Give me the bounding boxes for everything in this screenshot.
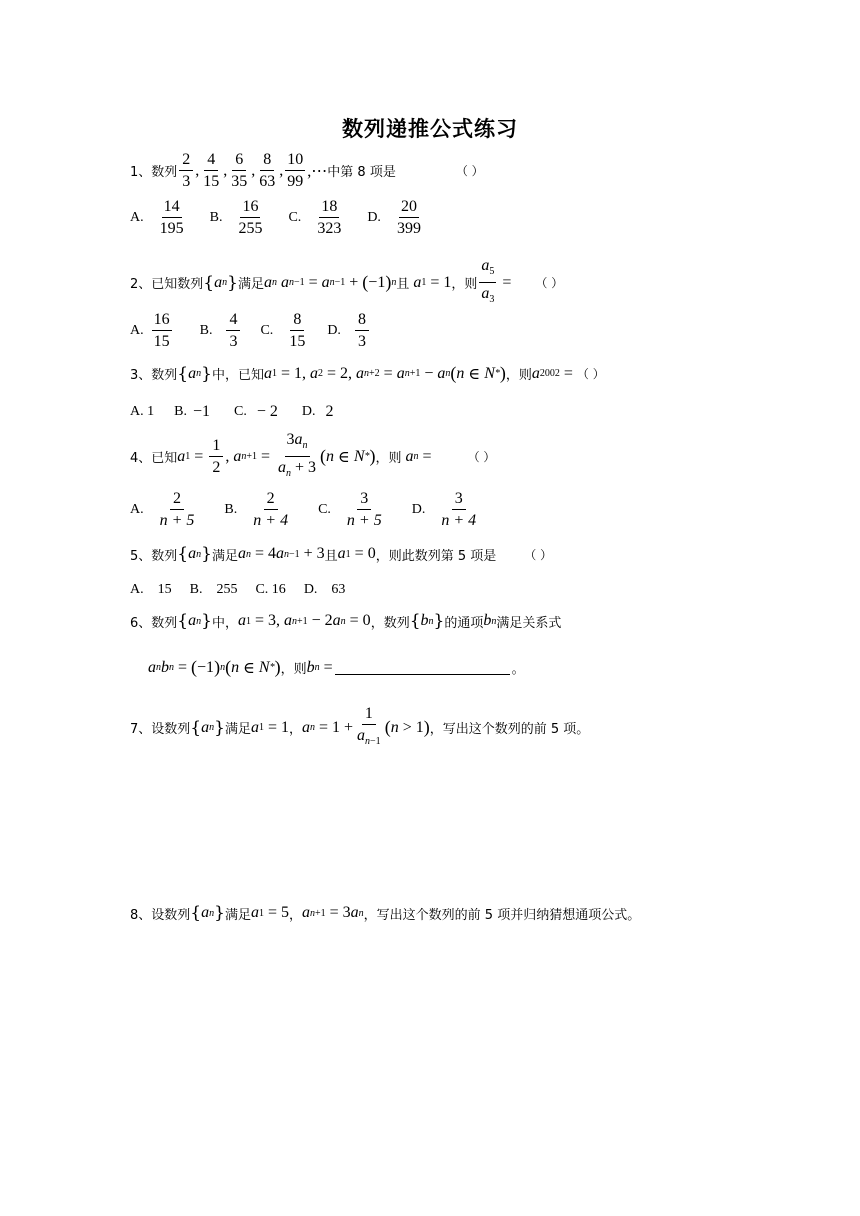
question-3-options: A. 1 B. −1 C. − 2 D. 2	[130, 403, 334, 420]
seq-term-2: $\frac{4}{15}$	[203, 151, 220, 190]
question-2-options: A. $\frac{16}{15}$ B. $\frac{4}{3}$ C. $\frac{8}{15}$ D. $\frac{8}{3}$	[130, 310, 371, 351]
question-4-options: A. $\frac{2}{n + 5}$ B. $\frac{2}{n + 4}$ C. $\frac{3}{n + 5}$ D. $\frac{3}{n + 4}$	[130, 490, 477, 529]
seq-term-4: $\frac{8}{63}$	[259, 151, 276, 190]
question-3: 3、数列 { a n } 中，已知 a 1 = 1, a 2 = 2, a n +2 = a n +1 − a n ( n ∈ N * ) ，则 a 2002 = （ ）	[130, 363, 605, 384]
seq-term-5: $\frac{10}{99}$	[287, 151, 304, 190]
question-4: 4、已知 a 1 = $\frac{1}{2}$ , a n +1 = $\frac{3a_n}{a_n + 3}$ ( n ∈ N * ) ，则 a n = （ ）	[130, 431, 496, 479]
question-5: 5、数列 { a n } 满足 a n = 4 a n −1 + 3 且 a 1 = 0 ，则此数列第 5 项是 （ ）	[130, 544, 553, 564]
question-5-options: A. 15 B. 255 C. 16 D. 63	[130, 582, 346, 597]
question-2: 2、已知数列 { a n } 满足 a n a n −1 = a n −1 + ( −1 ) n 且 a 1 = 1 ，则 $\frac{a_5}{a_3}$ = （ ）	[130, 257, 564, 305]
question-1-options: A. $\frac{14}{195}$ B. $\frac{16}{255}$ C. $\frac{18}{323}$ D. $\frac{20}{399}$	[130, 198, 421, 237]
answer-paren: （ ）	[455, 164, 484, 178]
question-1: 1、数列 $\frac{2}{3}$ , $\frac{4}{15}$ , $\frac{6}{35}$ , $\frac{8}{63}$ , $\frac{10}{99}$ ,⋯ 中第 8 项是 （ ）	[130, 151, 484, 190]
question-6: 6、数列 { a n } 中， a 1 = 3, a n +1 − 2 a n = 0 ，数列 { b n } 的通项 b n 满足关系式	[130, 611, 562, 631]
question-6-line-2: a n b n = ( −1 ) n ( n ∈ N * ) ，则 b n = 。	[148, 657, 525, 677]
page-title: 数列递推公式练习	[342, 117, 518, 141]
question-8: 8、设数列 { a n } 满足 a 1 = 5 ， a n +1 = 3 a n ，写出这个数列的前 5 项并归纳猜想通项公式。	[130, 903, 641, 923]
seq-term-1: $\frac{2}{3}$	[179, 150, 193, 191]
question-7: 7、设数列 { a n } 满足 a 1 = 1 ， a n = 1 + $\frac{1}{a_{n-1}}$ ( n > 1 ) ，写出这个数列的前 5 项。	[130, 705, 590, 747]
seq-term-3: $\frac{6}{35}$	[231, 151, 248, 190]
answer-blank	[335, 660, 510, 675]
